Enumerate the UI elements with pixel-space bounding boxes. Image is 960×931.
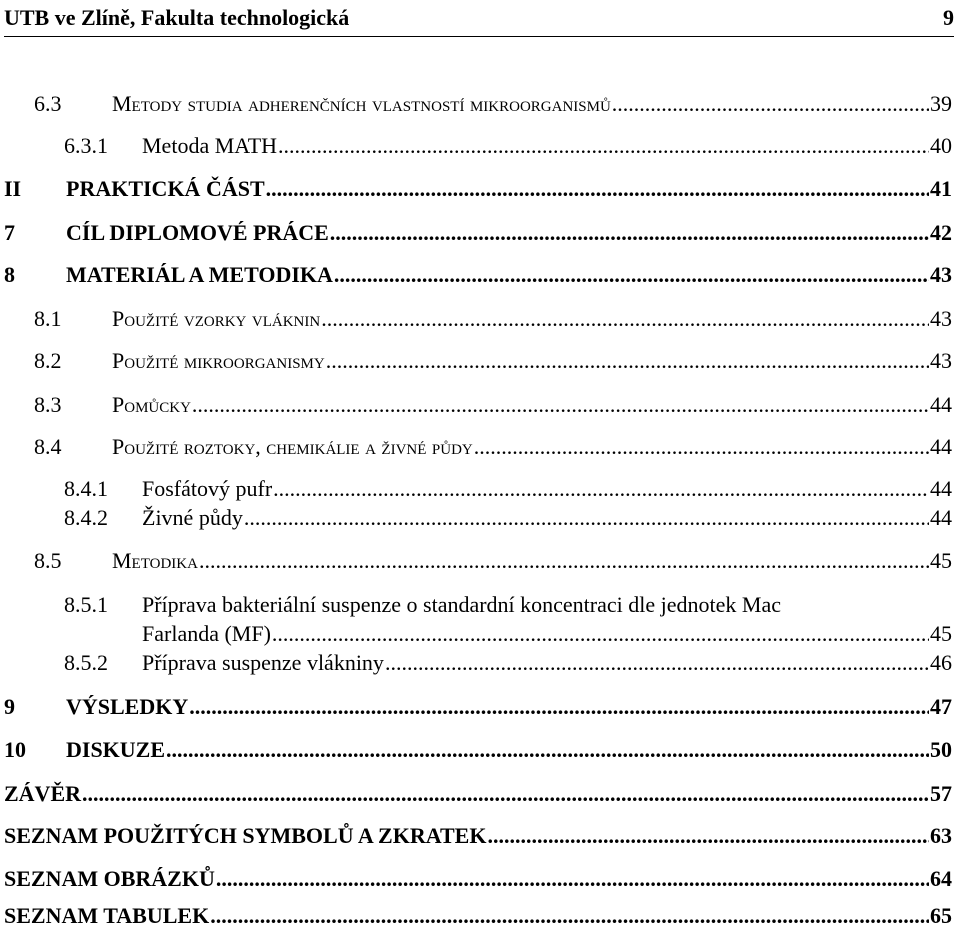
toc-title: Metody studia adherenčních vlastností mikroorganismů bbox=[112, 91, 611, 116]
toc-title: Metoda MATH bbox=[142, 133, 278, 158]
toc-entry-8-4[interactable] bbox=[34, 432, 952, 462]
toc-title: Fosfátový pufr bbox=[142, 476, 273, 501]
toc-page: 50 bbox=[930, 737, 952, 762]
toc-title: DISKUZE bbox=[66, 737, 166, 762]
toc-page: 64 bbox=[930, 866, 952, 891]
toc-entry-8-4-2[interactable] bbox=[64, 503, 952, 533]
toc-page: 39 bbox=[930, 91, 952, 116]
toc-entry-symbols[interactable] bbox=[4, 821, 952, 851]
toc-page: 44 bbox=[930, 505, 952, 530]
toc-leader bbox=[166, 735, 929, 765]
toc-leader bbox=[82, 779, 929, 809]
toc-page: 44 bbox=[930, 392, 952, 417]
toc-leader bbox=[321, 304, 929, 334]
toc-entry-8-2[interactable] bbox=[34, 346, 952, 376]
toc-title: ZÁVĚR bbox=[4, 781, 82, 806]
toc-page: 41 bbox=[930, 176, 952, 201]
toc-title-line-1: Příprava bakteriální suspenze o standardní koncentraci dle jednotek Mac bbox=[142, 592, 781, 617]
toc-number: 8.5.1 bbox=[64, 592, 108, 617]
toc-page: 42 bbox=[930, 220, 952, 245]
toc-leader bbox=[199, 546, 929, 576]
toc-title: Použité mikroorganismy bbox=[112, 348, 325, 373]
toc-page: 40 bbox=[930, 133, 952, 158]
toc-entry-7[interactable] bbox=[4, 218, 952, 248]
toc-leader bbox=[244, 503, 929, 533]
toc-page: 45 bbox=[930, 548, 952, 573]
toc-title: SEZNAM OBRÁZKŮ bbox=[4, 866, 215, 891]
toc-title: Metodika bbox=[112, 548, 198, 573]
toc-title: Použité vzorky vláknin bbox=[112, 306, 321, 331]
toc-number: 8 bbox=[4, 262, 15, 287]
toc-page: 63 bbox=[930, 823, 952, 848]
toc-leader bbox=[612, 89, 929, 119]
toc-leader bbox=[192, 390, 929, 420]
toc-page: 44 bbox=[930, 434, 952, 459]
toc-entry-tables[interactable] bbox=[4, 901, 952, 931]
toc-leader bbox=[189, 692, 929, 722]
toc-leader bbox=[273, 474, 929, 504]
toc-page: 43 bbox=[930, 262, 952, 287]
toc-entry-8-5-1[interactable] bbox=[64, 590, 952, 620]
toc-title: SEZNAM TABULEK bbox=[4, 903, 210, 928]
toc-number: 9 bbox=[4, 694, 15, 719]
toc-entry-8-5[interactable] bbox=[34, 546, 952, 576]
toc-leader bbox=[278, 131, 929, 161]
toc-number: 8.4.2 bbox=[64, 505, 108, 530]
toc-entry-9[interactable] bbox=[4, 692, 952, 722]
toc-number: 7 bbox=[4, 220, 15, 245]
toc-number: 8.5 bbox=[34, 548, 62, 573]
toc-number: 8.4.1 bbox=[64, 476, 108, 501]
toc-leader bbox=[326, 346, 929, 376]
toc-title: Příprava suspenze vlákniny bbox=[142, 650, 384, 675]
toc-number: 8.3 bbox=[34, 392, 62, 417]
toc-entry-8-1[interactable] bbox=[34, 304, 952, 334]
toc-title: Použité roztoky, chemikálie a živné půdy bbox=[112, 434, 473, 459]
toc-page: 46 bbox=[930, 650, 952, 675]
toc-number: II bbox=[4, 176, 22, 201]
toc-leader bbox=[210, 901, 929, 931]
toc-leader bbox=[334, 260, 929, 290]
document-title: UTB ve Zlíně, Fakulta technologická bbox=[4, 5, 350, 30]
toc-title: SEZNAM POUŽITÝCH SYMBOLŮ A ZKRATEK bbox=[4, 823, 487, 848]
toc-number: 6.3 bbox=[34, 91, 62, 116]
toc-number: 10 bbox=[4, 737, 26, 762]
toc-title: MATERIÁL A METODIKA bbox=[66, 262, 333, 287]
toc-leader bbox=[487, 821, 929, 851]
toc-number: 8.2 bbox=[34, 348, 62, 373]
toc-leader bbox=[385, 648, 929, 678]
toc-entry-8-5-1-continued[interactable] bbox=[142, 619, 952, 649]
toc-leader bbox=[330, 218, 929, 248]
toc-entry-8-3[interactable] bbox=[34, 390, 952, 420]
page-number: 9 bbox=[943, 5, 954, 30]
toc-entry-figures[interactable] bbox=[4, 864, 952, 894]
toc-page: 57 bbox=[930, 781, 952, 806]
toc-entry-6-3-1[interactable] bbox=[64, 131, 952, 161]
toc-title: CÍL DIPLOMOVÉ PRÁCE bbox=[66, 220, 329, 245]
toc-number: 6.3.1 bbox=[64, 133, 108, 158]
toc-page: 47 bbox=[930, 694, 952, 719]
toc-entry-6-3[interactable] bbox=[34, 89, 952, 119]
toc-page: 44 bbox=[930, 476, 952, 501]
toc-number: 8.4 bbox=[34, 434, 62, 459]
toc-entry-8[interactable] bbox=[4, 260, 952, 290]
toc-title: Pomůcky bbox=[112, 392, 191, 417]
toc-title: VÝSLEDKY bbox=[66, 694, 189, 719]
toc-entry-8-5-2[interactable] bbox=[64, 648, 952, 678]
toc-leader bbox=[216, 864, 929, 894]
toc-page: 43 bbox=[930, 348, 952, 373]
toc-page: 65 bbox=[930, 903, 952, 928]
toc-entry-10[interactable] bbox=[4, 735, 952, 765]
toc-page: 43 bbox=[930, 306, 952, 331]
toc-leader bbox=[272, 619, 929, 649]
toc-entry-8-4-1[interactable] bbox=[64, 474, 952, 504]
toc-title: Živné půdy bbox=[142, 505, 243, 530]
toc-number: 8.1 bbox=[34, 306, 62, 331]
toc-leader bbox=[474, 432, 929, 462]
toc-leader bbox=[266, 174, 929, 204]
toc-entry-part-2[interactable] bbox=[4, 174, 952, 204]
toc-page: 45 bbox=[930, 621, 952, 646]
toc-title: PRAKTICKÁ ČÁST bbox=[66, 176, 265, 201]
toc-title-line-2: Farlanda (MF) bbox=[142, 621, 271, 646]
toc-number: 8.5.2 bbox=[64, 650, 108, 675]
toc-entry-zaver[interactable] bbox=[4, 779, 952, 809]
